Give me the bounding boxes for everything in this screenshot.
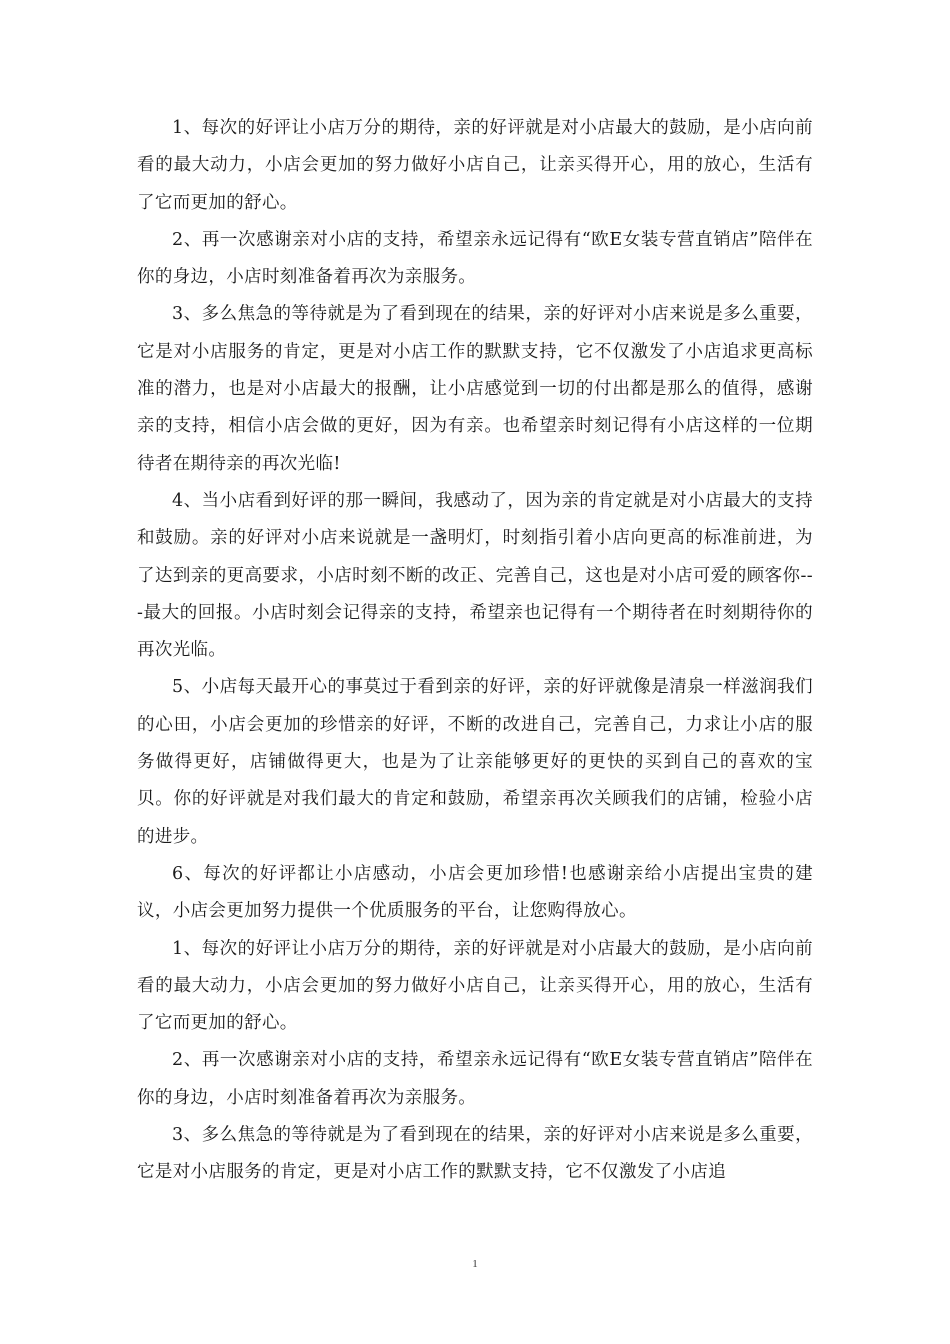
paragraph: 5、小店每天最开心的事莫过于看到亲的好评，亲的好评就像是清泉一样滋润我们的心田，小店会更加的珍惜亲的好评，不断的改进自己，完善自己，力求让小店的服务做得更好，店铺做得更大，也是为了让亲能够更好的更快的买到自己的喜欢的宝贝。你的好评就是对我们最大的肯定和鼓励，希望亲再次关顾我们的店铺，检验小店的进步。 [137, 677, 813, 847]
paragraph: 4、当小店看到好评的那一瞬间，我感动了，因为亲的肯定就是对小店最大的支持和鼓励。亲的好评对小店来说就是一盏明灯，时刻指引着小店向更高的标准前进，为了达到亲的更高要求，小店时刻不断的改正、完善自己，这也是对小店可爱的顾客你---最大的回报。小店时刻会记得亲的支持，希望亲也记得有一个期待者在时刻期待你的再次光临。 [137, 490, 813, 661]
paragraph: 2、再一次感谢亲对小店的支持，希望亲永远记得有“欧E女装专营直销店”陪伴在你的身边，小店时刻准备着再次为亲服务。 [137, 229, 813, 288]
paragraph: 1、每次的好评让小店万分的期待，亲的好评就是对小店最大的鼓励，是小店向前看的最大动力，小店会更加的努力做好小店自己，让亲买得开心，用的放心，生活有了它而更加的舒心。 [137, 938, 813, 1034]
paragraph: 1、每次的好评让小店万分的期待，亲的好评就是对小店最大的鼓励，是小店向前看的最大动力，小店会更加的努力做好小店自己，让亲买得开心，用的放心，生活有了它而更加的舒心。 [137, 118, 813, 213]
document-page [137, 110, 813, 1192]
page-number: 1 [472, 1258, 478, 1270]
paragraph: 2、再一次感谢亲对小店的支持，希望亲永远记得有“欧E女装专营直销店”陪伴在你的身边，小店时刻准备着再次为亲服务。 [137, 1050, 813, 1108]
paragraph: 6、每次的好评都让小店感动，小店会更加珍惜!也感谢亲给小店提出宝贵的建议，小店会更加努力提供一个优质服务的平台，让您购得放心。 [137, 863, 813, 922]
paragraph: 3、多么焦急的等待就是为了看到现在的结果，亲的好评对小店来说是多么重要，它是对小店服务的肯定，更是对小店工作的默默支持，它不仅激发了小店追 [137, 1125, 813, 1183]
paragraph: 3、多么焦急的等待就是为了看到现在的结果，亲的好评对小店来说是多么重要，它是对小店服务的肯定，更是对小店工作的默默支持，它不仅激发了小店追求更高标准的潜力，也是对小店最大的报酬，让小店感觉到一切的付出都是那么的值得，感谢亲的支持，相信小店会做的更好，因为有亲。也希望亲时刻记得有小店这样的一位期待者在期待亲的再次光临! [137, 304, 813, 474]
